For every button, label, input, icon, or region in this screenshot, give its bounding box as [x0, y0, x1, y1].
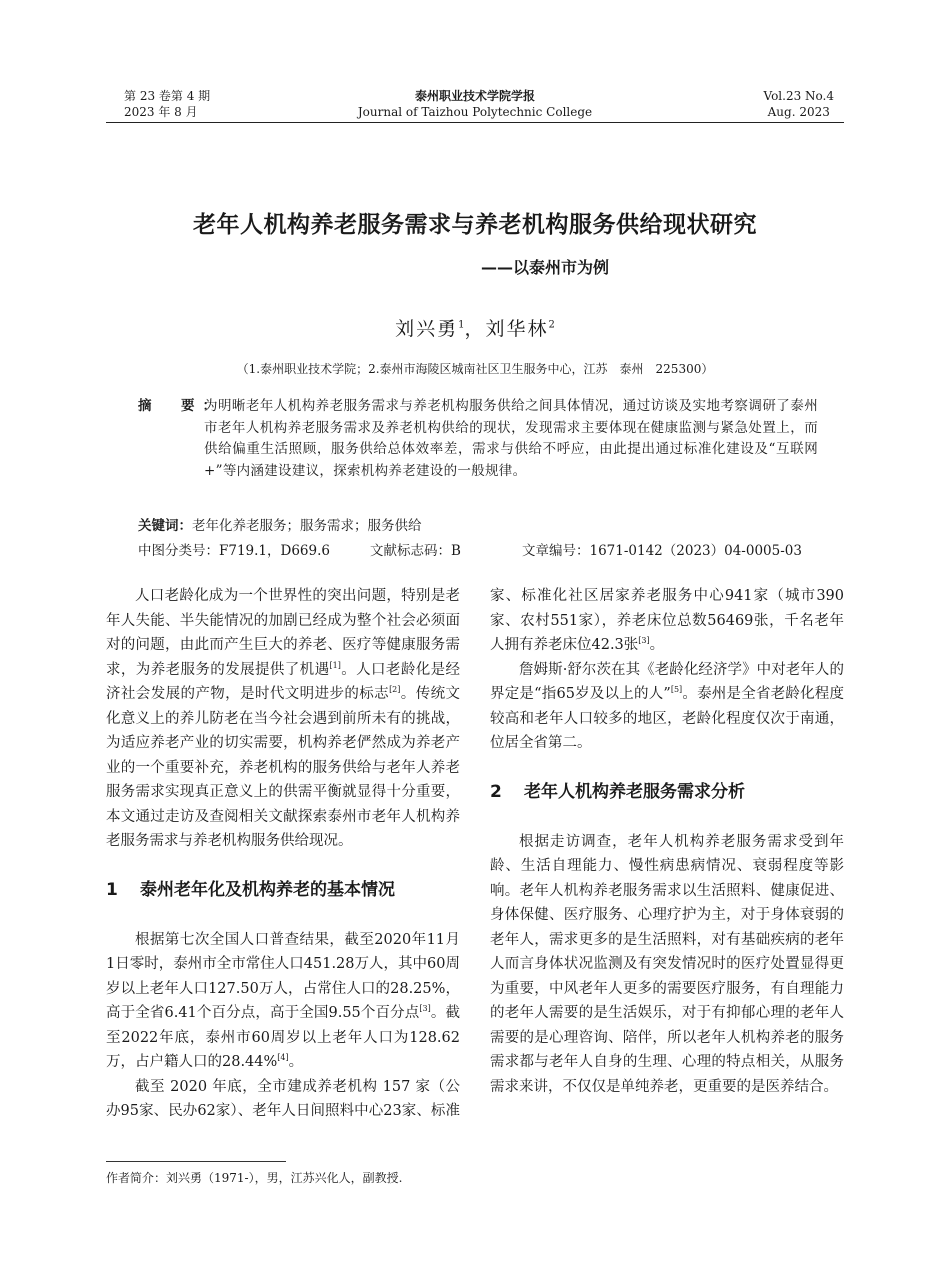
author-separator: ， [464, 318, 486, 340]
citation: [4] [277, 1053, 289, 1063]
body-paragraph: 根据走访调查，老年人机构养老服务需求受到年龄、生活自理能力、慢性病患病情况、衰弱程度等影响。老年人机构养老服务需求以生活照料、健康促进、身体保健、医疗服务、心理疗护为主，对于身体衰弱的老年人，需求更多的是生活照料，对有基础疾病的老年人而言身体状况监测及有突发情况时的医疗处置显得更为重要，中风老年人更多的需要医疗服务，有自理能力的老年人需要的是生活娱乐，对于有抑郁心理的老年人需要的是心理咨询、陪伴，所以老年人机构养老的服务需求都与老年人自身的生理、心理的特点相关，从服务需求来讲，不仅仅是单纯养老，更重要的是医养结合。 [490, 833, 844, 1095]
clc-number: 中图分类号：F719.1，D669.6 [138, 543, 330, 559]
abstract-label: 摘 要： [138, 398, 224, 414]
body-paragraph-continued: 家、标准化社区居家养老服务中心941家（城市390家、农村551家），养老床位总数56469张，千名老年人拥有养老床位42.3张[3]。 [490, 588, 844, 653]
body-paragraph: 人口老龄化成为一个世界性的突出问题，特别是老年人失能、半失能情况的加剧已经成为整个社会必须面对的问题，由此而产生巨大的养老、医疗等健康服务需求，为养老服务的发展提供了机遇[1]。人口老龄化是经济社会发展的产物，是时代文明进步的标志[2]。传统文化意义上的养儿防老在当今社会遇到前所未有的挑战，为适应养老产业的切实需要，机构养老俨然成为养老产业的一个重要补充，养老机构的服务供给与老年人养老服务需求实现真正意义上的供需平衡就显得十分重要，本文通过走访及查阅相关文献探索泰州市老年人机构养老服务需求与养老机构服务供给现况。 [106, 588, 461, 849]
body-paragraph: 根据第七次全国人口普查结果，截至2020年11月1日零时，泰州市全市常住人口451.28万人，其中60周岁以上老年人口127.50万人，占常住人口的28.25%，高于全省6.41个百分点，高于全国9.55个百分点[3]。截至2022年底，泰州市60周岁以上老年人口为128.62万，占户籍人口的28.44%[4]。 [106, 931, 460, 1070]
author-footnote: 作者简介：刘兴勇（1971-），男，江苏兴化人，副教授. [106, 1171, 403, 1185]
paper-title: 老年人机构养老服务需求与养老机构服务供给现状研究 [193, 212, 757, 238]
citation: [2] [389, 685, 401, 695]
left-column [106, 584, 460, 1124]
author-name: 刘华林 [485, 318, 549, 340]
footnote-rule [106, 1161, 286, 1162]
citation: [3] [419, 1004, 431, 1014]
section-heading: 1 泰州老年化及机构养老的基本情况 [106, 879, 395, 900]
section-heading: 2 老年人机构养老服务需求分析 [490, 781, 745, 802]
affiliation: （1.泰州职业技术学院；2.泰州市海陵区城南社区卫生服务中心，江苏 泰州 225300） [236, 362, 714, 376]
author-name: 刘兴勇 [395, 318, 459, 340]
keywords-text: 老年化养老服务；服务需求；服务供给 [192, 518, 422, 534]
keywords [138, 514, 818, 534]
author-affil-marker: 2 [548, 319, 555, 331]
keywords-label: 关键词： [138, 518, 192, 534]
header-issue: 第 23 卷第 4 期 2023 年 8 月 [124, 89, 211, 119]
author-list [106, 314, 844, 341]
article-number: 文章编号：1671-0142（2023）04-0005-03 [522, 543, 802, 559]
header-journal: 泰州职业技术学院学报 Journal of Taizhou Polytechnic College [357, 89, 593, 119]
body-paragraph: 詹姆斯·舒尔茨在其《老龄化经济学》中对老年人的界定是“指65岁及以上的人”[5]。泰州是全省老龄化程度较高和老年人口较多的地区，老龄化程度仅次于南通，位居全省第二。 [490, 661, 845, 751]
citation: [3] [638, 636, 650, 646]
citation: [1] [329, 660, 341, 670]
author-affil-marker: 1 [458, 319, 465, 331]
paper-subtitle: ——以泰州市为例 [480, 258, 609, 277]
abstract [138, 396, 818, 482]
citation: [5] [670, 685, 683, 695]
header-volume: Vol.23 No.4 Aug. 2023 [763, 89, 834, 119]
right-column [490, 584, 844, 1099]
body-paragraph: 截至 2020 年底，全市建成养老机构 157 家（公办95家、民办62家）、老年人日间照料中心23家、标准 [106, 1078, 460, 1119]
header-rule [106, 122, 844, 123]
abstract-text: 为明晰老年人机构养老服务需求与养老机构服务供给之间具体情况，通过访谈及实地考察调研了泰州市老年人机构养老服务需求及养老机构供给的现状，发现需求主要体现在健康监测与紧急处置上，而供给偏重生活照顾，服务供给总体效率差，需求与供给不呼应，由此提出通过标准化建设及“互联网+”等内涵建设建议，探索机构养老建设的一般规律。 [204, 398, 818, 479]
document-code: 文献标志码：B [370, 543, 461, 559]
